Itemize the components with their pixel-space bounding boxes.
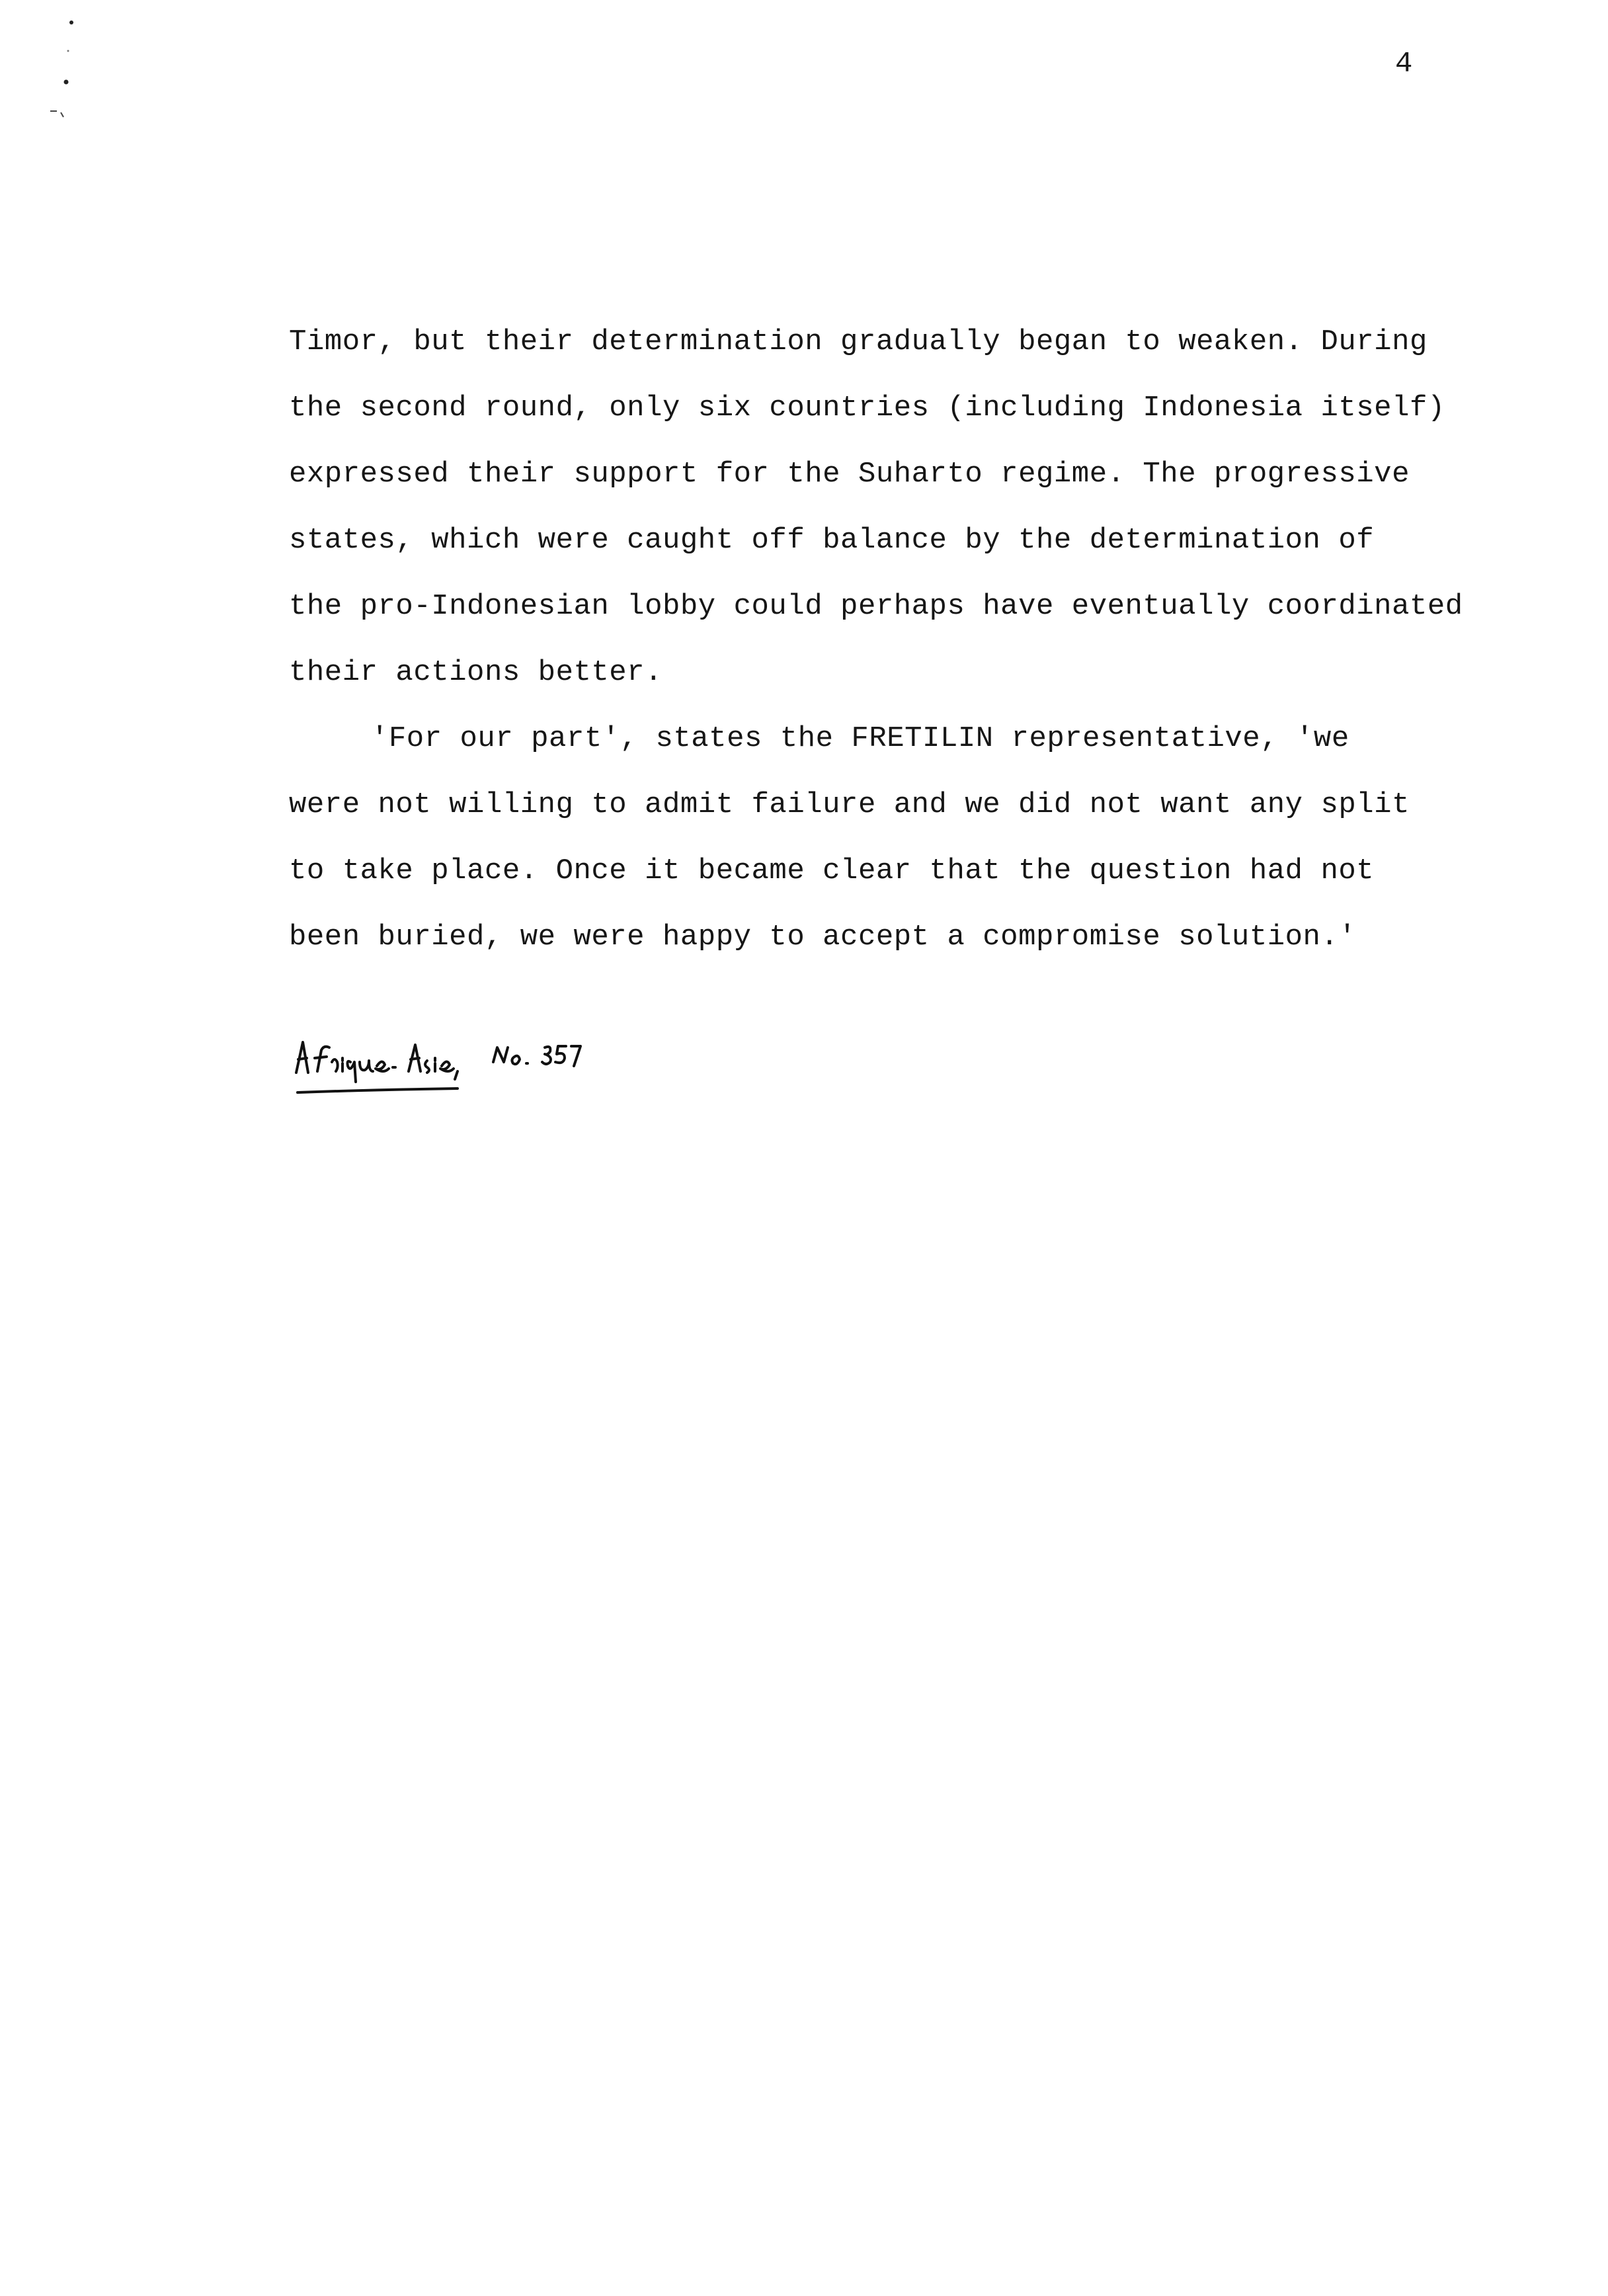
text-line: the pro-Indonesian lobby could perhaps have eventually coordinated [289, 590, 1463, 623]
page-number: 4 [1395, 48, 1413, 81]
text-line: were not willing to admit failure and we did not want any split [289, 788, 1410, 821]
text-line: the second round, only six countries (including Indonesia itself) [289, 391, 1445, 425]
text-line: been buried, we were happy to accept a compromise solution.' [289, 921, 1357, 954]
paragraph-2 [289, 706, 1413, 970]
text-line: Timor, but their determination gradually began to weaken. During [289, 325, 1427, 358]
body-text [289, 309, 1463, 970]
text-line: their actions better. [289, 656, 663, 689]
paragraph-1 [289, 309, 1463, 706]
margin-marks [40, 13, 79, 126]
text-line: expressed their support for the Suharto regime. The progressive [289, 458, 1410, 491]
text-line: states, which were caught off balance by the determination of [289, 524, 1375, 557]
text-line: to take place. Once it became clear that the question had not [289, 854, 1375, 887]
handwritten-source-note [291, 1018, 635, 1098]
text-line: 'For our part', states the FRETILIN representative, 'we [371, 722, 1349, 755]
